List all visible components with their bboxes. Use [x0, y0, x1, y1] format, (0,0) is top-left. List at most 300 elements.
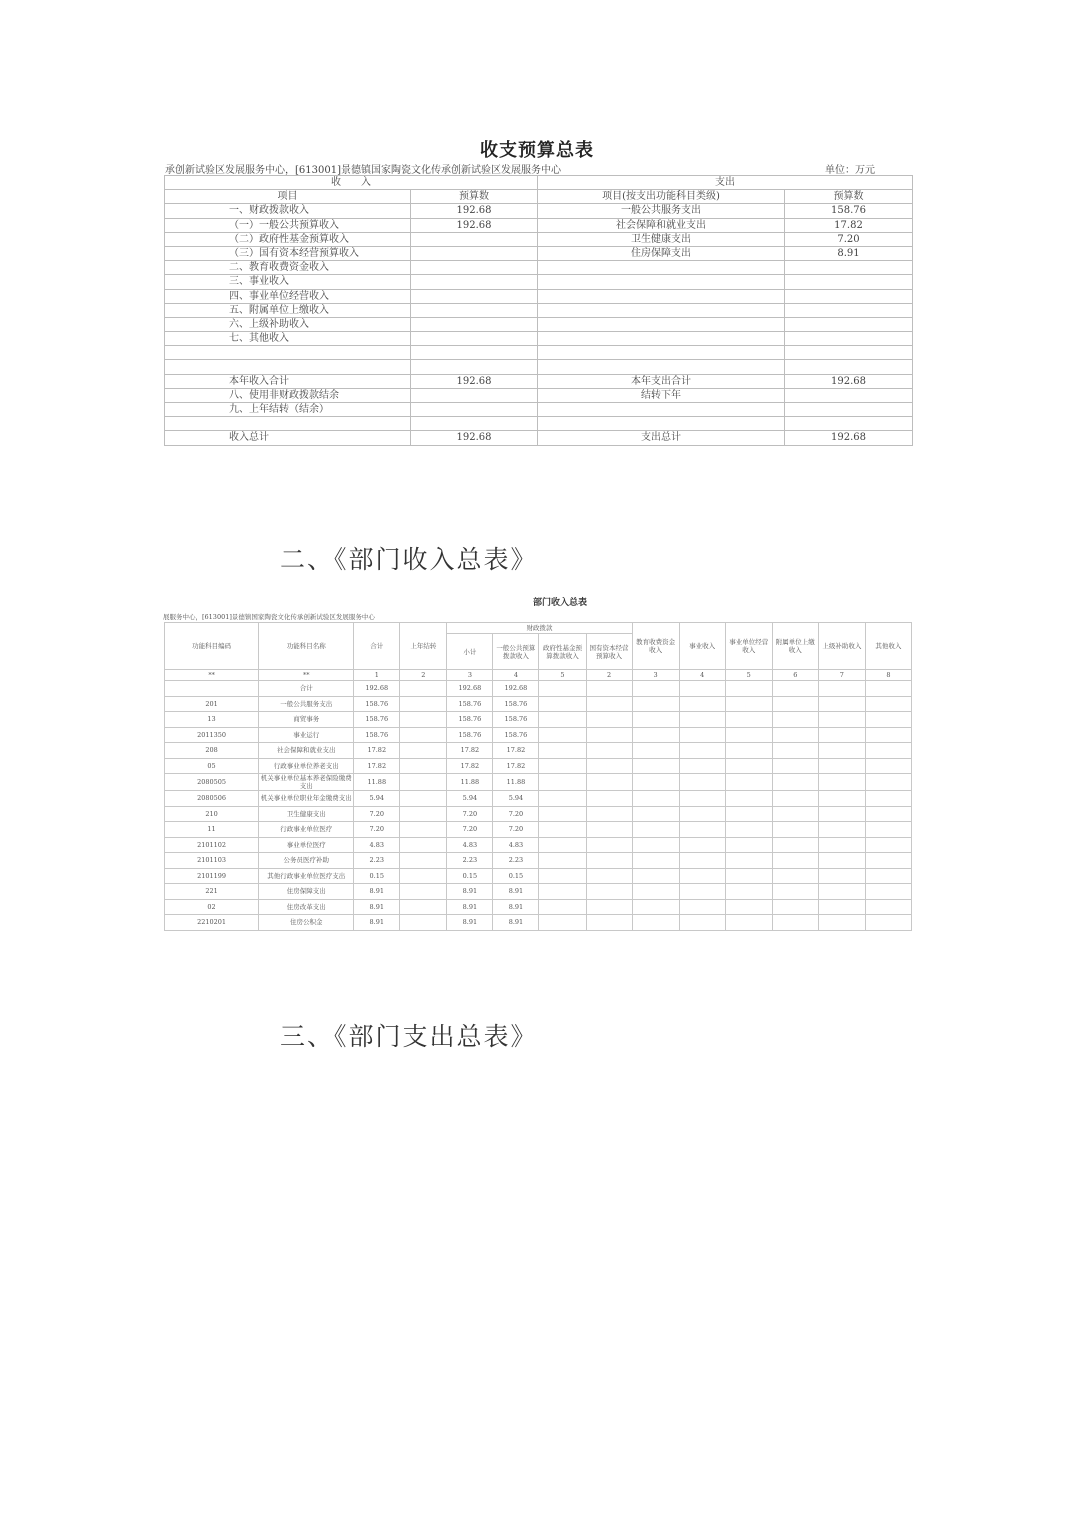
table2-cell	[586, 899, 632, 915]
table2-cell	[586, 712, 632, 728]
table2-index-row	[165, 670, 912, 681]
table2-cell: 158.76	[493, 696, 539, 712]
table2-row	[165, 822, 912, 838]
table2-cell: 05	[165, 758, 259, 774]
table2-cell	[539, 806, 586, 822]
table2-cell	[632, 758, 679, 774]
table1-cell	[411, 289, 538, 303]
table2-cell	[586, 774, 632, 791]
table2-header: 功能科目名称	[259, 623, 354, 670]
table2-row	[165, 868, 912, 884]
table1-row	[165, 232, 913, 246]
table2-row	[165, 727, 912, 743]
table2-cell	[400, 758, 447, 774]
table2-row	[165, 915, 912, 931]
table2-cell	[818, 806, 865, 822]
table2-cell: 8.91	[354, 884, 400, 900]
table1-cell: 五、附属单位上缴收入	[165, 303, 411, 317]
table2-cell	[632, 822, 679, 838]
table1-cell	[411, 417, 538, 431]
table2-cell: 4.83	[493, 837, 539, 853]
table2-cell: 其他行政事业单位医疗支出	[259, 868, 354, 884]
table2-cell	[539, 791, 586, 807]
table1-cell	[411, 360, 538, 374]
table2-header-fiscal-group: 财政拨款	[447, 623, 632, 634]
table2-cell: 11.88	[493, 774, 539, 791]
table1-group-expense: 支出	[538, 176, 913, 190]
table2-cell	[865, 727, 911, 743]
table2-cell: 17.82	[447, 758, 493, 774]
table1-cell	[165, 360, 411, 374]
table2-row	[165, 884, 912, 900]
table2-header-row	[165, 623, 912, 634]
table2-cell	[632, 791, 679, 807]
table2-cell	[400, 743, 447, 759]
table2-cell	[679, 884, 725, 900]
table2-index-cell: 5	[725, 670, 772, 681]
table2-cell: 社会保障和就业支出	[259, 743, 354, 759]
table2-cell	[818, 884, 865, 900]
table2-cell	[865, 899, 911, 915]
table2-cell: 2080506	[165, 791, 259, 807]
table1-header: 预算数	[411, 190, 538, 204]
table2-cell	[539, 837, 586, 853]
table2-cell	[818, 712, 865, 728]
table2-index-cell: 2	[586, 670, 632, 681]
table2-cell	[586, 837, 632, 853]
department-income-table	[164, 622, 912, 931]
table2-cell	[725, 868, 772, 884]
table2-cell	[400, 899, 447, 915]
table2-cell	[586, 822, 632, 838]
table2-cell	[772, 868, 818, 884]
table1-cell: 八、使用非财政拨款结余	[165, 388, 411, 402]
table1-cell	[538, 275, 785, 289]
table2-cell	[818, 915, 865, 931]
table2-cell: 8.91	[447, 884, 493, 900]
table2-header: 教育收费资金收入	[632, 623, 679, 670]
table2-cell: 17.82	[447, 743, 493, 759]
table2-cell	[818, 791, 865, 807]
table2-header: 事业单位经营收入	[725, 623, 772, 670]
table2-cell	[679, 853, 725, 869]
table2-cell: 合计	[259, 681, 354, 697]
table2-cell: 7.20	[493, 822, 539, 838]
table2-index-cell: 3	[632, 670, 679, 681]
table1-cell: 社会保障和就业支出	[538, 218, 785, 232]
table2-cell: 2011350	[165, 727, 259, 743]
table2-cell: 2.23	[447, 853, 493, 869]
table2-header: 其他收入	[865, 623, 911, 670]
table1-cell	[538, 317, 785, 331]
table2-cell: 2101102	[165, 837, 259, 853]
table2-cell: 11.88	[447, 774, 493, 791]
table2-cell	[865, 806, 911, 822]
table1-cell	[785, 417, 913, 431]
table1-cell	[411, 317, 538, 331]
table2-cell	[818, 899, 865, 915]
table2-cell	[818, 727, 865, 743]
table2-row	[165, 743, 912, 759]
table2-cell: 0.15	[493, 868, 539, 884]
table2-cell: 158.76	[354, 727, 400, 743]
table2-cell	[586, 853, 632, 869]
table2-index-cell: 6	[772, 670, 818, 681]
table2-cell	[818, 681, 865, 697]
table1-row	[165, 431, 913, 445]
table2-cell	[400, 806, 447, 822]
table2-cell	[725, 822, 772, 838]
table2-cell	[865, 791, 911, 807]
table2-cell: 210	[165, 806, 259, 822]
table1-cell	[785, 360, 913, 374]
table2-cell	[586, 868, 632, 884]
table2-header: 国有资本经营预算收入	[586, 634, 632, 670]
table2-cell	[725, 743, 772, 759]
table2-cell	[818, 774, 865, 791]
table2-index-cell: 4	[493, 670, 539, 681]
table1-cell	[785, 289, 913, 303]
table2-cell	[539, 884, 586, 900]
table2-cell	[539, 712, 586, 728]
table2-cell	[632, 806, 679, 822]
table2-cell: 8.91	[493, 884, 539, 900]
table1-cell	[785, 346, 913, 360]
table2-cell: 事业单位医疗	[259, 837, 354, 853]
table2-cell: 5.94	[354, 791, 400, 807]
table2-cell: 机关事业单位基本养老保险缴费支出	[259, 774, 354, 791]
table2-cell	[725, 837, 772, 853]
table2-cell: 17.82	[354, 758, 400, 774]
table1-cell	[538, 303, 785, 317]
table2-row	[165, 774, 912, 791]
table2-cell: 8.91	[447, 899, 493, 915]
table2-cell: 5.94	[447, 791, 493, 807]
table2-cell: 公务员医疗补助	[259, 853, 354, 869]
table2-cell: 158.76	[493, 712, 539, 728]
table2-cell	[400, 727, 447, 743]
table2-cell	[539, 899, 586, 915]
table2-cell	[772, 915, 818, 931]
table1-cell	[538, 360, 785, 374]
table1-cell	[785, 388, 913, 402]
table1-row	[165, 246, 913, 260]
table2-cell: 住房公积金	[259, 915, 354, 931]
table2-cell	[632, 899, 679, 915]
table1-header: 项目	[165, 190, 411, 204]
table1-row	[165, 275, 913, 289]
table2-cell	[632, 774, 679, 791]
table2-cell: 7.20	[493, 806, 539, 822]
table1-row	[165, 289, 913, 303]
table1-cell: 收入总计	[165, 431, 411, 445]
table2-cell: 行政事业单位养老支出	[259, 758, 354, 774]
table2-cell	[725, 915, 772, 931]
table1-cell: 六、上级补助收入	[165, 317, 411, 331]
table1-header-row	[165, 190, 913, 204]
table2-cell	[632, 868, 679, 884]
table1-cell	[165, 417, 411, 431]
table1-cell	[411, 232, 538, 246]
table1-cell: 8.91	[785, 246, 913, 260]
table2-cell	[818, 837, 865, 853]
table1-row	[165, 204, 913, 218]
table2-cell	[772, 806, 818, 822]
table1-cell	[538, 332, 785, 346]
table2-index-cell: **	[165, 670, 259, 681]
table1-header: 预算数	[785, 190, 913, 204]
table2-cell	[725, 712, 772, 728]
table2-header: 一般公共预算拨款收入	[493, 634, 539, 670]
table2-cell	[679, 727, 725, 743]
table2-row	[165, 791, 912, 807]
table2-cell	[772, 822, 818, 838]
table2-cell: 住房改革支出	[259, 899, 354, 915]
table2-header: 政府性基金预算拨款收入	[539, 634, 586, 670]
table1-cell: （一）一般公共预算收入	[165, 218, 411, 232]
table1-cell	[785, 303, 913, 317]
table1-group-income: 收 入	[165, 176, 538, 190]
table2-cell: 2.23	[354, 853, 400, 869]
table2-cell: 4.83	[354, 837, 400, 853]
table2-cell: 158.76	[354, 712, 400, 728]
table2-cell	[818, 743, 865, 759]
table1-row	[165, 332, 913, 346]
table2-cell	[865, 837, 911, 853]
table2-index-cell: 4	[679, 670, 725, 681]
table2-cell	[679, 868, 725, 884]
table2-cell	[865, 696, 911, 712]
table1-row	[165, 261, 913, 275]
table2-cell	[586, 884, 632, 900]
table2-cell	[679, 696, 725, 712]
section2-heading: 二、《部门收入总表》	[280, 545, 538, 574]
table2-index-cell: 5	[539, 670, 586, 681]
table2-cell	[632, 853, 679, 869]
table2-cell: 5.94	[493, 791, 539, 807]
table2-cell	[539, 696, 586, 712]
table2-cell	[865, 681, 911, 697]
table1-cell: 192.68	[785, 431, 913, 445]
table1-cell	[785, 403, 913, 417]
table2-cell: 2210201	[165, 915, 259, 931]
table1-cell: 192.68	[411, 218, 538, 232]
table2-cell: 8.91	[493, 899, 539, 915]
table1-group-row	[165, 176, 913, 190]
table2-cell	[400, 884, 447, 900]
table1-cell: 一、财政拨款收入	[165, 204, 411, 218]
table2-cell	[818, 696, 865, 712]
table2-cell	[865, 915, 911, 931]
table2-cell: 2080505	[165, 774, 259, 791]
table1-cell	[411, 246, 538, 260]
table2-cell	[725, 727, 772, 743]
table2-cell	[632, 712, 679, 728]
table1-cell: 192.68	[411, 431, 538, 445]
table2-cell	[586, 806, 632, 822]
table2-cell	[818, 758, 865, 774]
table2-cell	[539, 868, 586, 884]
table2-cell: 商贸事务	[259, 712, 354, 728]
table2-cell	[772, 853, 818, 869]
table2-cell: 住房保障支出	[259, 884, 354, 900]
table1-cell: 192.68	[411, 204, 538, 218]
table1-cell	[411, 275, 538, 289]
table2-cell	[400, 822, 447, 838]
table2-cell: 0.15	[354, 868, 400, 884]
table2-header: 上级补助收入	[818, 623, 865, 670]
table2-cell: 158.76	[447, 712, 493, 728]
table2-cell	[679, 743, 725, 759]
table2-cell	[632, 727, 679, 743]
table1-title: 收支预算总表	[480, 140, 594, 161]
table2-row	[165, 696, 912, 712]
table2-index-cell: 8	[865, 670, 911, 681]
table2-header: 附属单位上缴收入	[772, 623, 818, 670]
table2-cell: 7.20	[354, 806, 400, 822]
table2-cell	[772, 774, 818, 791]
table1-row	[165, 403, 913, 417]
table2-cell	[400, 696, 447, 712]
table2-cell: 8.91	[493, 915, 539, 931]
table1-cell: 二、教育收费资金收入	[165, 261, 411, 275]
table2-cell: 2.23	[493, 853, 539, 869]
table1-cell	[411, 403, 538, 417]
table1-cell: 7.20	[785, 232, 913, 246]
table2-cell	[865, 743, 911, 759]
table2-cell	[586, 791, 632, 807]
table1-cell	[785, 317, 913, 331]
table2-cell	[772, 696, 818, 712]
table2-cell: 4.83	[447, 837, 493, 853]
table2-cell: 8.91	[354, 899, 400, 915]
table1-cell	[785, 332, 913, 346]
table2-index-cell: **	[259, 670, 354, 681]
table1-cell	[411, 346, 538, 360]
table1-row	[165, 303, 913, 317]
table2-cell	[725, 791, 772, 807]
table1-cell	[411, 388, 538, 402]
table1-cell	[411, 332, 538, 346]
table2-cell	[772, 884, 818, 900]
table2-row	[165, 758, 912, 774]
table2-cell	[818, 853, 865, 869]
table2-cell	[679, 712, 725, 728]
table2-index-cell: 1	[354, 670, 400, 681]
table2-cell: 2101103	[165, 853, 259, 869]
table1-cell: 支出总计	[538, 431, 785, 445]
table2-cell	[679, 758, 725, 774]
table1-header: 项目(按支出功能科目类级)	[538, 190, 785, 204]
table2-cell	[400, 915, 447, 931]
table1-cell	[538, 346, 785, 360]
table2-row	[165, 899, 912, 915]
table1-row	[165, 346, 913, 360]
table1-cell	[538, 289, 785, 303]
table2-cell	[539, 853, 586, 869]
table2-cell	[539, 822, 586, 838]
table2-row	[165, 853, 912, 869]
table2-row	[165, 681, 912, 697]
table1-cell: 17.82	[785, 218, 913, 232]
table2-cell: 17.82	[354, 743, 400, 759]
table2-cell: 7.20	[354, 822, 400, 838]
budget-summary-table	[164, 175, 913, 446]
table1-cell: 一般公共服务支出	[538, 204, 785, 218]
table1-row	[165, 360, 913, 374]
table2-index-cell: 2	[400, 670, 447, 681]
table1-cell	[538, 403, 785, 417]
table2-cell	[865, 822, 911, 838]
table2-cell	[632, 884, 679, 900]
table2-cell	[865, 853, 911, 869]
table1-cell: 四、事业单位经营收入	[165, 289, 411, 303]
table1-cell	[785, 275, 913, 289]
table2-cell: 11	[165, 822, 259, 838]
table2-cell: 13	[165, 712, 259, 728]
table2-cell	[725, 806, 772, 822]
table2-cell	[772, 837, 818, 853]
table2-row	[165, 837, 912, 853]
table2-cell	[400, 681, 447, 697]
table2-cell: 192.68	[354, 681, 400, 697]
table2-cell	[865, 884, 911, 900]
table2-cell: 158.76	[447, 727, 493, 743]
table2-header: 上年结转	[400, 623, 447, 670]
table2-header: 合计	[354, 623, 400, 670]
table2-cell	[865, 758, 911, 774]
table2-cell	[679, 837, 725, 853]
table2-cell	[586, 758, 632, 774]
table2-cell	[632, 743, 679, 759]
table2-cell: 7.20	[447, 822, 493, 838]
table1-cell: （三）国有资本经营预算收入	[165, 246, 411, 260]
table1-cell: 住房保障支出	[538, 246, 785, 260]
table2-cell	[865, 868, 911, 884]
table2-cell	[725, 681, 772, 697]
table2-cell	[165, 681, 259, 697]
table2-cell	[586, 727, 632, 743]
section3-heading: 三、《部门支出总表》	[280, 1022, 538, 1051]
table2-org: 展服务中心，[613001]景德镇国家陶瓷文化传承创新试验区发展服务中心	[163, 613, 375, 621]
table2-cell	[632, 681, 679, 697]
table1-cell	[538, 261, 785, 275]
table2-cell: 8.91	[354, 915, 400, 931]
table2-cell	[632, 837, 679, 853]
table1-cell: 本年支出合计	[538, 374, 785, 388]
table2-cell: 8.91	[447, 915, 493, 931]
table2-cell	[400, 774, 447, 791]
table2-cell: 158.76	[493, 727, 539, 743]
table2-cell	[725, 899, 772, 915]
table2-header: 功能科目编码	[165, 623, 259, 670]
table2-cell	[632, 915, 679, 931]
table2-cell	[539, 915, 586, 931]
table1-cell	[411, 261, 538, 275]
table2-cell: 行政事业单位医疗	[259, 822, 354, 838]
table2-cell	[400, 837, 447, 853]
table2-cell	[539, 758, 586, 774]
table2-cell: 11.88	[354, 774, 400, 791]
table1-unit: 单位：万元	[825, 165, 875, 176]
table1-cell: 三、事业收入	[165, 275, 411, 289]
table2-cell: 158.76	[354, 696, 400, 712]
table2-cell	[679, 681, 725, 697]
table2-cell	[725, 884, 772, 900]
table2-cell	[400, 791, 447, 807]
table2-cell	[772, 758, 818, 774]
table2-cell	[586, 743, 632, 759]
